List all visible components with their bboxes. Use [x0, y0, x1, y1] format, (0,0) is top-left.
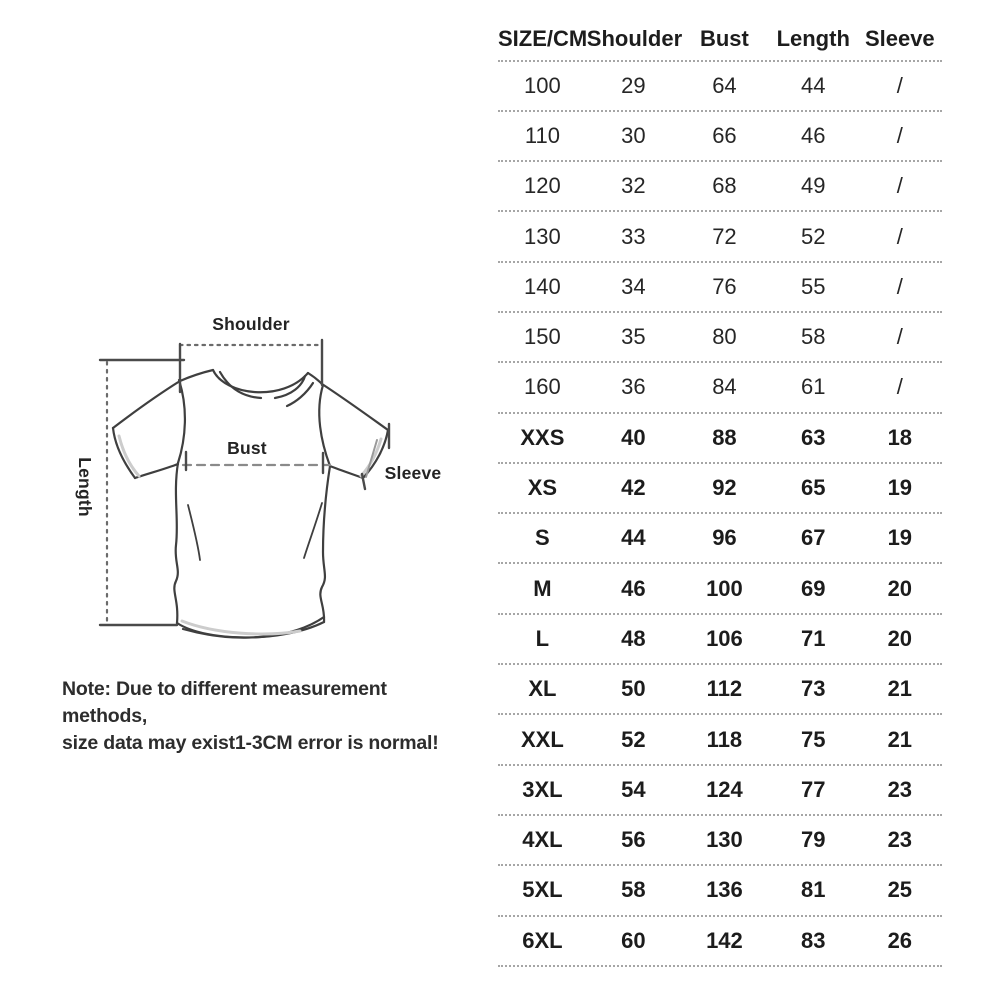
table-row — [498, 62, 942, 112]
sleeve-cell: 21 — [887, 726, 913, 752]
length-cell: 75 — [800, 726, 826, 752]
shoulder-cell: 52 — [621, 726, 646, 752]
length-label: Length — [75, 457, 95, 517]
bust-cell: 92 — [712, 475, 737, 501]
table-row — [498, 615, 942, 665]
sleeve-cell: / — [896, 122, 903, 148]
header-cell-shoulder: Shoulder — [586, 25, 683, 51]
note-text — [62, 676, 472, 757]
length-cell: 83 — [800, 927, 826, 953]
table-row — [498, 212, 942, 262]
bust-cell: 76 — [712, 273, 737, 299]
length-cell: 67 — [800, 525, 826, 551]
header-cell-size: SIZE/CM — [498, 25, 588, 51]
header-cell-bust: Bust — [699, 25, 749, 51]
size-cell: 130 — [524, 223, 561, 249]
size-cell: XL — [528, 676, 557, 702]
shoulder-cell: 29 — [621, 72, 646, 98]
sleeve-cell: / — [896, 223, 903, 249]
size-cell: 4XL — [522, 827, 563, 853]
size-cell: 120 — [524, 173, 561, 199]
note-line-1: Note: Due to different measurement methods, — [62, 678, 387, 727]
bust-cell: 100 — [706, 575, 743, 601]
length-cell: 69 — [800, 575, 826, 601]
size-cell: 5XL — [522, 877, 563, 903]
shoulder-cell: 40 — [621, 424, 646, 450]
sleeve-cell: / — [896, 173, 903, 199]
bust-cell: 80 — [712, 324, 737, 350]
sleeve-cell: / — [896, 72, 903, 98]
table-row — [498, 866, 942, 916]
table-row — [498, 464, 942, 514]
shoulder-cell: 30 — [621, 122, 646, 148]
bust-cell: 64 — [712, 72, 737, 98]
size-cell: 6XL — [522, 927, 563, 953]
shoulder-cell: 48 — [621, 625, 646, 651]
table-row — [498, 564, 942, 614]
bust-cell: 142 — [706, 927, 743, 953]
shoulder-cell: 42 — [621, 475, 646, 501]
sleeve-cell: 26 — [887, 927, 913, 953]
shoulder-cell: 35 — [621, 324, 646, 350]
table-row — [498, 665, 942, 715]
length-measure-line — [100, 360, 184, 625]
sleeve-cell: / — [896, 273, 903, 299]
length-cell: 52 — [800, 223, 826, 249]
sleeve-label: Sleeve — [384, 463, 442, 483]
shoulder-cell: 50 — [621, 676, 646, 702]
size-cell: 3XL — [522, 776, 563, 802]
shoulder-cell: 34 — [621, 273, 646, 299]
tshirt-shading — [119, 436, 381, 634]
length-cell: 55 — [800, 273, 826, 299]
size-cell: 150 — [524, 324, 561, 350]
tshirt-measurement-diagram — [40, 290, 470, 700]
length-cell: 73 — [800, 676, 826, 702]
sleeve-cell: / — [896, 324, 903, 350]
shoulder-cell: 33 — [621, 223, 646, 249]
length-cell: 65 — [800, 475, 826, 501]
shoulder-cell: 32 — [621, 173, 646, 199]
shoulder-cell: 54 — [621, 776, 646, 802]
header-cell-length: Length — [776, 25, 850, 51]
sleeve-cell: 19 — [887, 475, 913, 501]
bust-cell: 96 — [712, 525, 737, 551]
sleeve-cell: 25 — [887, 877, 913, 903]
table-row — [498, 363, 942, 413]
bust-label: Bust — [227, 438, 267, 458]
length-cell: 81 — [800, 877, 826, 903]
size-cell: M — [533, 575, 552, 601]
note-line-2: size data may exist1-3CM error is normal! — [62, 732, 439, 754]
size-cell: 100 — [524, 72, 561, 98]
table-row — [498, 263, 942, 313]
bust-cell: 106 — [706, 625, 743, 651]
table-row — [498, 766, 942, 816]
length-cell: 61 — [800, 374, 826, 400]
table-row — [498, 715, 942, 765]
length-cell: 79 — [800, 827, 826, 853]
bust-cell: 118 — [706, 726, 743, 752]
sleeve-cell: 21 — [887, 676, 913, 702]
size-cell: 140 — [524, 273, 561, 299]
bust-cell: 124 — [706, 776, 743, 802]
header-cell-sleeve: Sleeve — [864, 25, 935, 51]
sleeve-cell: 19 — [887, 525, 913, 551]
sleeve-cell: 18 — [887, 424, 913, 450]
size-cell: L — [535, 625, 550, 651]
tshirt-diagram-svg — [40, 290, 470, 700]
table-row — [498, 514, 942, 564]
table-header-row — [498, 18, 942, 62]
table-row — [498, 816, 942, 866]
shoulder-cell: 56 — [621, 827, 646, 853]
length-cell: 77 — [800, 776, 826, 802]
bust-cell: 112 — [706, 676, 743, 702]
sleeve-cell: 23 — [887, 827, 913, 853]
sleeve-cell: 20 — [887, 625, 913, 651]
length-cell: 71 — [800, 625, 826, 651]
length-cell: 49 — [800, 173, 826, 199]
tshirt-outline — [113, 370, 388, 638]
table-row — [498, 313, 942, 363]
shoulder-label: Shoulder — [212, 314, 290, 334]
table-row — [498, 112, 942, 162]
length-cell: 44 — [800, 72, 826, 98]
bust-cell: 68 — [712, 173, 737, 199]
bust-cell: 72 — [712, 223, 737, 249]
sleeve-cell: / — [896, 374, 903, 400]
length-cell: 63 — [800, 424, 826, 450]
bust-cell: 136 — [706, 877, 743, 903]
length-cell: 58 — [800, 324, 826, 350]
sleeve-cell: 20 — [887, 575, 913, 601]
bust-cell: 88 — [712, 424, 737, 450]
length-cell: 46 — [800, 122, 826, 148]
table-row — [498, 162, 942, 212]
table-body — [498, 62, 942, 967]
sleeve-cell: 23 — [887, 776, 913, 802]
table-row — [498, 414, 942, 464]
size-cell: XS — [527, 475, 558, 501]
bust-cell: 66 — [712, 122, 737, 148]
shoulder-cell: 44 — [621, 525, 646, 551]
size-cell: 110 — [524, 122, 560, 148]
shoulder-cell: 46 — [621, 575, 646, 601]
size-cell: 160 — [524, 374, 561, 400]
table-row — [498, 917, 942, 967]
bust-cell: 84 — [712, 374, 737, 400]
size-cell: XXS — [520, 424, 565, 450]
shoulder-cell: 58 — [621, 877, 646, 903]
shoulder-cell: 36 — [621, 374, 646, 400]
shoulder-cell: 60 — [621, 927, 646, 953]
size-chart-table — [498, 18, 942, 967]
size-cell: S — [535, 525, 550, 551]
size-cell: XXL — [521, 726, 564, 752]
bust-cell: 130 — [706, 827, 743, 853]
